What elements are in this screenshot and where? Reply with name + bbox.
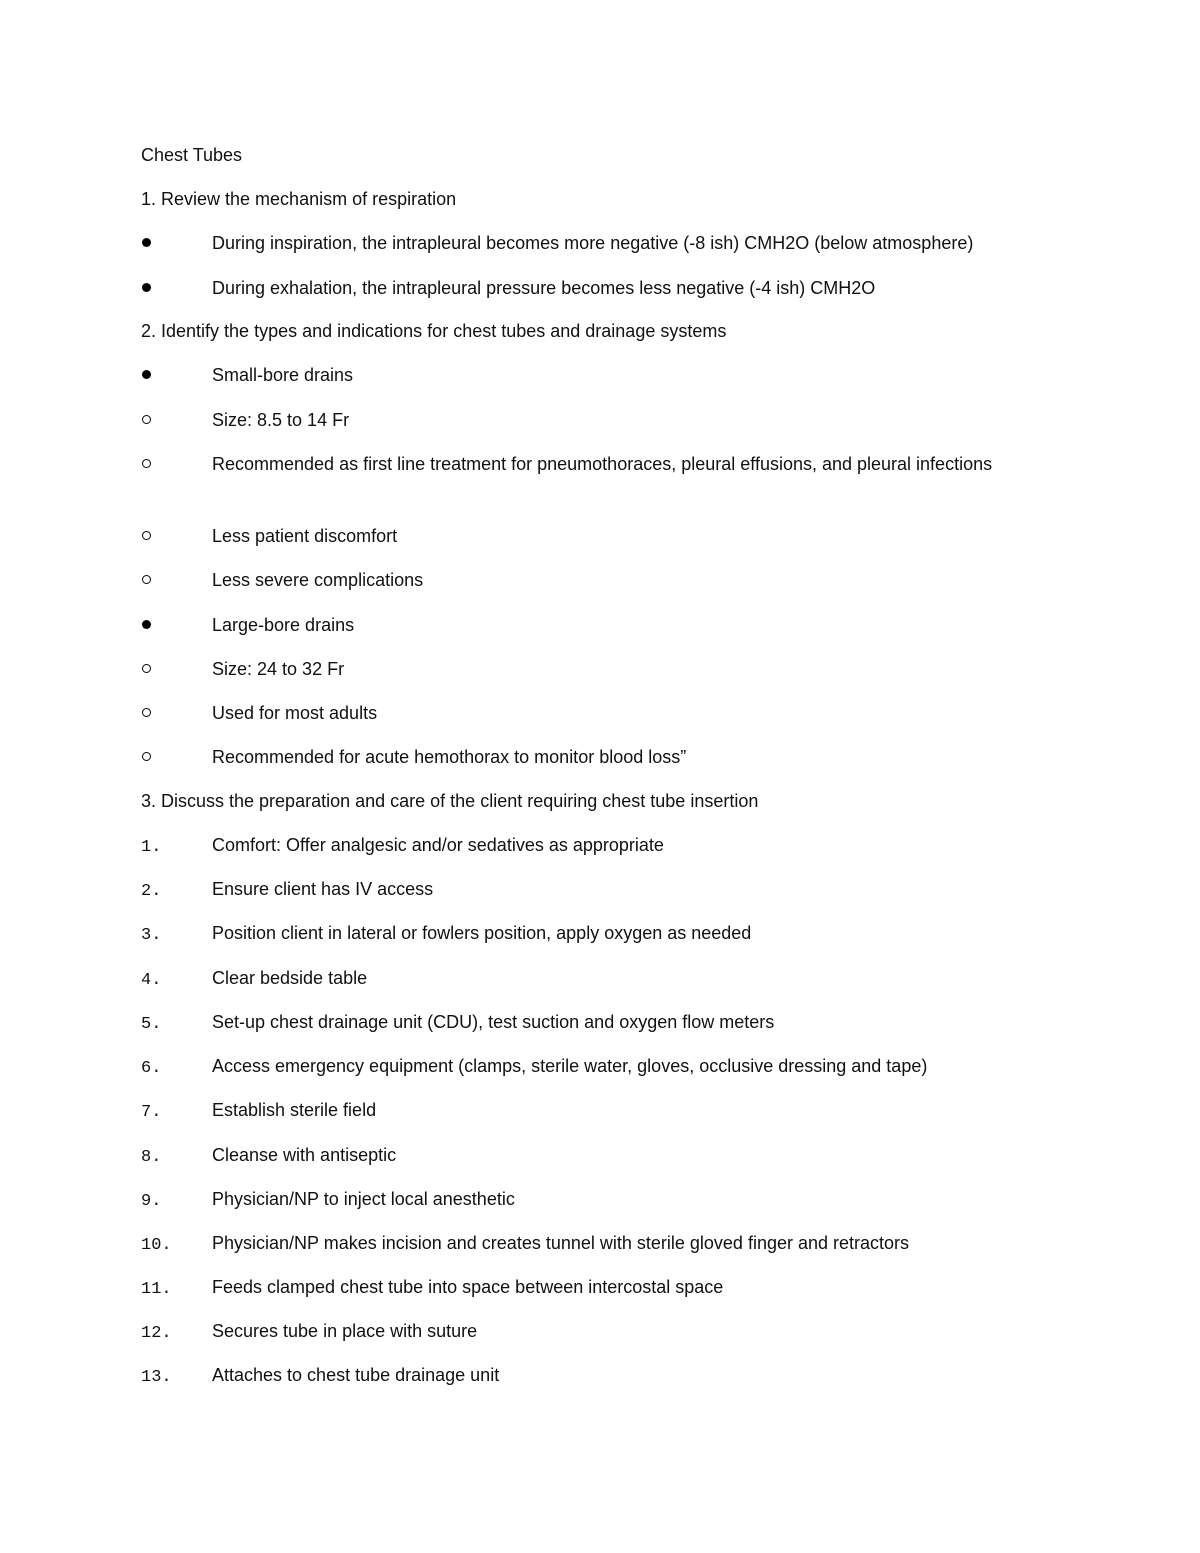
numbered-step	[141, 1096, 1061, 1127]
step-text: Comfort: Offer analgesic and/or sedatives as appropriate	[212, 835, 664, 855]
step-text: Clear bedside table	[212, 968, 368, 988]
list-item	[141, 450, 1061, 478]
step-text: Feeds clamped chest tube into space between intercostal space	[212, 1277, 724, 1297]
numbered-step	[141, 1361, 1061, 1392]
list-item	[141, 522, 1061, 550]
step-number: 13.	[141, 1368, 172, 1387]
list-item	[141, 406, 1061, 434]
bullet-open-icon	[141, 450, 212, 478]
step-text: Establish sterile field	[212, 1100, 377, 1120]
numbered-step	[141, 919, 1061, 950]
step-number: 8.	[141, 1148, 162, 1167]
list-item-text: Large-bore drains	[212, 615, 355, 635]
step-text: Physician/NP makes incision and creates tunnel with sterile gloved finger and retractors	[212, 1233, 910, 1253]
list-item	[141, 229, 1061, 257]
bullet-filled-icon	[141, 229, 212, 257]
list-item	[141, 655, 1061, 683]
bullet-open-icon	[141, 743, 212, 771]
step-number: 2.	[141, 882, 162, 901]
bullet-open-icon	[141, 566, 212, 594]
step-number: 4.	[141, 971, 162, 990]
list-item	[141, 566, 1061, 594]
step-number: 7.	[141, 1103, 162, 1122]
step-number: 3.	[141, 926, 162, 945]
numbered-step	[141, 1052, 1061, 1083]
list-item-text: During inspiration, the intrapleural becomes more negative (-8 ish) CMH2O (below atmosphere)	[212, 233, 974, 253]
step-number: 12.	[141, 1324, 172, 1343]
step-number: 11.	[141, 1280, 172, 1299]
bullet-open-icon	[141, 406, 212, 434]
bullet-filled-icon	[141, 611, 212, 639]
list-item-text: Less patient discomfort	[212, 526, 398, 546]
step-number: 6.	[141, 1059, 162, 1078]
numbered-step	[141, 1185, 1061, 1216]
step-text: Set-up chest drainage unit (CDU), test suction and oxygen flow meters	[212, 1012, 775, 1032]
page-title: Chest Tubes	[141, 145, 243, 165]
step-number: 5.	[141, 1015, 162, 1034]
bullet-filled-icon	[141, 274, 212, 302]
step-number: 9.	[141, 1192, 162, 1211]
bullet-filled-icon	[141, 361, 212, 389]
numbered-step	[141, 964, 1061, 995]
list-item	[141, 699, 1061, 727]
list-item-text: Size: 24 to 32 Fr	[212, 659, 345, 679]
step-text: Access emergency equipment (clamps, sterile water, gloves, occlusive dressing and tape)	[212, 1056, 928, 1076]
list-item-text: Used for most adults	[212, 703, 378, 723]
step-text: Secures tube in place with suture	[212, 1321, 478, 1341]
step-text: Ensure client has IV access	[212, 879, 434, 899]
list-item-text: During exhalation, the intrapleural pressure becomes less negative (-4 ish) CMH2O	[212, 278, 876, 298]
list-item-text: Recommended for acute hemothorax to monitor blood loss”	[212, 747, 687, 767]
numbered-step	[141, 875, 1061, 906]
section-1-heading: 1. Review the mechanism of respiration	[141, 189, 457, 209]
section-3-heading: 3. Discuss the preparation and care of the client requiring chest tube insertion	[141, 791, 759, 811]
list-item	[141, 743, 1061, 771]
step-text: Physician/NP to inject local anesthetic	[212, 1189, 515, 1209]
numbered-step	[141, 1008, 1061, 1039]
bullet-open-icon	[141, 655, 212, 683]
list-item	[141, 274, 1061, 302]
numbered-step	[141, 1141, 1061, 1172]
step-number: 1.	[141, 838, 162, 857]
step-text: Position client in lateral or fowlers position, apply oxygen as needed	[212, 923, 752, 943]
step-text: Cleanse with antiseptic	[212, 1145, 397, 1165]
numbered-step	[141, 831, 1061, 862]
bullet-open-icon	[141, 699, 212, 727]
numbered-step	[141, 1229, 1061, 1260]
bullet-open-icon	[141, 522, 212, 550]
section-2-heading: 2. Identify the types and indications for chest tubes and drainage systems	[141, 321, 727, 341]
list-item-text: Small-bore drains	[212, 365, 354, 385]
list-item-text: Recommended as first line treatment for pneumothoraces, pleural effusions, and pleural infections	[212, 454, 993, 474]
list-item	[141, 361, 1061, 389]
list-item	[141, 611, 1061, 639]
step-text: Attaches to chest tube drainage unit	[212, 1365, 500, 1385]
list-item-text: Less severe complications	[212, 570, 424, 590]
step-number: 10.	[141, 1236, 172, 1255]
numbered-step	[141, 1317, 1061, 1348]
list-item-text: Size: 8.5 to 14 Fr	[212, 410, 350, 430]
numbered-step	[141, 1273, 1061, 1304]
